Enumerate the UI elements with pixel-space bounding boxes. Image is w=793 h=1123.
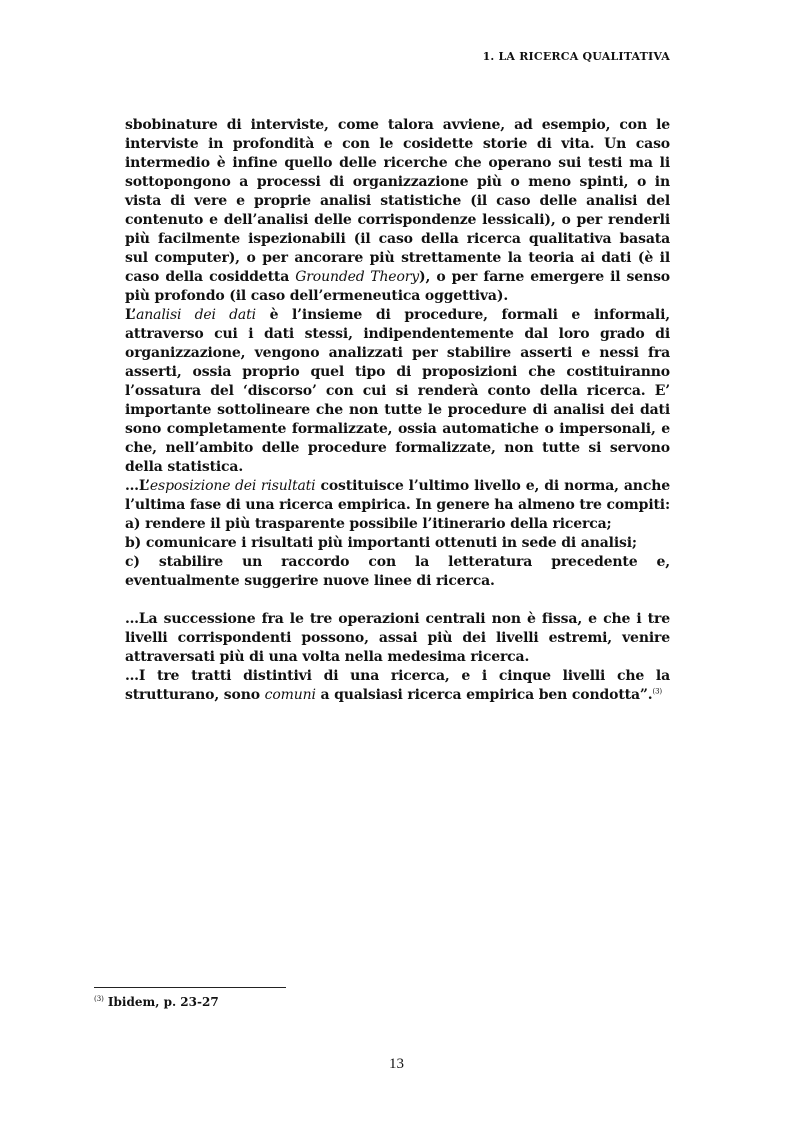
list-item-c: c) stabilire un raccordo con la letteratura precedente e, eventualmente suggerire nuove linee di ricerca. bbox=[125, 554, 670, 589]
page-number: 13 bbox=[389, 1056, 404, 1072]
list-item-b: b) comunicare i risultati più importanti ottenuti in sede di analisi; bbox=[125, 535, 637, 551]
body-text bbox=[125, 116, 670, 705]
footnote-reference[interactable]: (3) bbox=[652, 687, 663, 696]
italic-comuni: comuni bbox=[264, 687, 316, 703]
paragraph-gap bbox=[125, 591, 670, 610]
paragraph-1: sbobinature di interviste, come talora avviene, ad esempio, con le interviste in profondità e con le cosidette storie di vita. Un caso intermedio è infine quello delle ricerche che operano sui testi ma li sottopongono a processi di organizzazione più o meno spinti, o in vista di vere e proprie analisi statistiche (il caso delle analisi del contenuto e dell’analisi delle corrispondenze lessicali), o per renderli più facilmente ispezionabili (il caso della ricerca qualitativa basata sul computer), o per ancorare più strettamente la teoria ai dati (è il caso della cosiddetta Grounded Theory), o per farne emergere il senso più profondo (il caso dell’ermeneutica oggettiva). bbox=[125, 117, 670, 304]
paragraph-5: …I tre tratti distintivi di una ricerca, e i cinque livelli che la strutturano, sono comuni a qualsiasi ricerca empirica ben condotta”.$^{(3)}$ bbox=[125, 668, 670, 703]
footnote bbox=[94, 991, 494, 1010]
footnote-divider bbox=[94, 987, 286, 988]
italic-analisi-dei-dati: analisi dei dati bbox=[136, 307, 256, 323]
italic-grounded-theory: Grounded Theory bbox=[295, 269, 420, 285]
italic-esposizione: esposizione dei risultati bbox=[149, 478, 316, 494]
paragraph-3: …L’esposizione dei risultati costituisce l’ultimo livello e, di norma, anche l’ultima fase di una ricerca empirica. In genere ha almeno tre compiti: bbox=[125, 478, 670, 513]
footnote-mark: (3) bbox=[94, 995, 104, 1003]
footnote-text: Ibidem, p. 23-27 bbox=[107, 995, 219, 1009]
list-item-a: a) rendere il più trasparente possibile l’itinerario della ricerca; bbox=[125, 516, 612, 532]
paragraph-4: …La successione fra le tre operazioni centrali non è fissa, e che i tre livelli corrispondenti possono, assai più dei livelli estremi, venire attraversati più di una volta nella medesima ricerca. bbox=[125, 611, 670, 665]
paragraph-2: L’analisi dei dati è l’insieme di procedure, formali e informali, attraverso cui i dati stessi, indipendentemente dal loro grado di organizzazione, vengono analizzati per stabilire asserti e nessi fra asserti, ossia proprio quel tipo di proposizioni che costituiranno l’ossatura del ‘discorso’ con cui si renderà conto della ricerca. E’ importante sottolineare che non tutte le procedure di analisi dei dati sono completamente formalizzate, ossia automatiche o impersonali, e che, nell’ambito delle procedure formalizzate, non tutte si servono della statistica. bbox=[125, 307, 670, 475]
running-header: 1. LA RICERCA QUALITATIVA bbox=[482, 50, 670, 63]
